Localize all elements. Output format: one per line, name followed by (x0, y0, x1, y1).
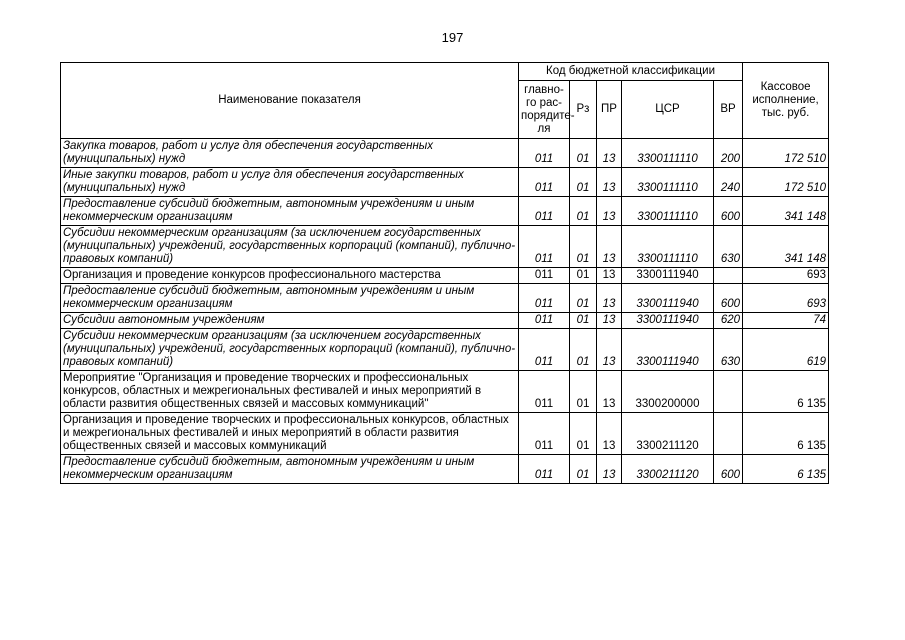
glav-cell: 011 (519, 313, 570, 329)
csr-cell: 3300111940 (622, 313, 714, 329)
glav-cell: 011 (519, 413, 570, 455)
pr-cell: 13 (597, 168, 622, 197)
csr-cell: 3300111940 (622, 284, 714, 313)
glav-cell: 011 (519, 268, 570, 284)
rz-cell: 01 (570, 139, 597, 168)
vr-cell: 630 (714, 329, 743, 371)
header-glav: главно-го рас-порядите-ля (519, 81, 570, 139)
table-row (61, 313, 829, 329)
table-row (61, 268, 829, 284)
rz-cell: 01 (570, 455, 597, 484)
rz-cell: 01 (570, 413, 597, 455)
table-row (61, 197, 829, 226)
name-cell: Субсидии некоммерческим организациям (за исключением государственных (муниципальных) учреждений, государственных корпораций (компаний), публично-правовых компаний) (61, 226, 519, 268)
csr-cell: 3300111110 (622, 139, 714, 168)
table-row (61, 329, 829, 371)
amount-cell: 172 510 (743, 139, 829, 168)
glav-cell: 011 (519, 139, 570, 168)
pr-cell: 13 (597, 329, 622, 371)
vr-cell (714, 413, 743, 455)
glav-cell: 011 (519, 329, 570, 371)
glav-cell: 011 (519, 371, 570, 413)
csr-cell: 3300200000 (622, 371, 714, 413)
pr-cell: 13 (597, 226, 622, 268)
vr-cell: 240 (714, 168, 743, 197)
amount-cell: 341 148 (743, 197, 829, 226)
table-row (61, 413, 829, 455)
page-number: 197 (441, 30, 464, 45)
rz-cell: 01 (570, 284, 597, 313)
table-row (61, 168, 829, 197)
vr-cell (714, 371, 743, 413)
name-cell: Мероприятие "Организация и проведение творческих и профессиональных конкурсов, областных и межрегиональных фестивалей и иных мероприятий в области развития общественных связей и массовых коммуникаций" (61, 371, 519, 413)
vr-cell (714, 268, 743, 284)
name-cell: Организация и проведение творческих и профессиональных конкурсов, областных и межрегиональных фестивалей и иных мероприятий в области развития общественных связей и массовых коммуникаций (61, 413, 519, 455)
header-group: Код бюджетной классификации (519, 63, 743, 81)
pr-cell: 13 (597, 284, 622, 313)
table-row (61, 284, 829, 313)
vr-cell: 620 (714, 313, 743, 329)
header-amount: Кассовое исполнение, тыс. руб. (743, 63, 829, 139)
amount-cell: 341 148 (743, 226, 829, 268)
csr-cell: 3300111110 (622, 168, 714, 197)
csr-cell: 3300111110 (622, 226, 714, 268)
glav-cell: 011 (519, 455, 570, 484)
amount-cell: 172 510 (743, 168, 829, 197)
rz-cell: 01 (570, 313, 597, 329)
amount-cell: 6 135 (743, 455, 829, 484)
name-cell: Субсидии автономным учреждениям (61, 313, 519, 329)
table-row (61, 139, 829, 168)
header-csr: ЦСР (622, 81, 714, 139)
name-cell: Закупка товаров, работ и услуг для обеспечения государственных (муниципальных) нужд (61, 139, 519, 168)
rz-cell: 01 (570, 329, 597, 371)
header-name: Наименование показателя (61, 63, 519, 139)
pr-cell: 13 (597, 139, 622, 168)
rz-cell: 01 (570, 197, 597, 226)
rz-cell: 01 (570, 226, 597, 268)
table-row (61, 226, 829, 268)
budget-table (60, 62, 829, 484)
amount-cell: 6 135 (743, 371, 829, 413)
vr-cell: 600 (714, 197, 743, 226)
header-pr: ПР (597, 81, 622, 139)
csr-cell: 3300111110 (622, 197, 714, 226)
amount-cell: 619 (743, 329, 829, 371)
amount-cell: 693 (743, 268, 829, 284)
table-row (61, 455, 829, 484)
amount-cell: 6 135 (743, 413, 829, 455)
name-cell: Предоставление субсидий бюджетным, автономным учреждениям и иным некоммерческим организациям (61, 284, 519, 313)
name-cell: Организация и проведение конкурсов профессионального мастерства (61, 268, 519, 284)
pr-cell: 13 (597, 197, 622, 226)
glav-cell: 011 (519, 197, 570, 226)
csr-cell: 3300111940 (622, 268, 714, 284)
pr-cell: 13 (597, 313, 622, 329)
rz-cell: 01 (570, 371, 597, 413)
csr-cell: 3300211120 (622, 413, 714, 455)
name-cell: Предоставление субсидий бюджетным, автономным учреждениям и иным некоммерческим организациям (61, 197, 519, 226)
header-vr: ВР (714, 81, 743, 139)
table-row (61, 371, 829, 413)
vr-cell: 600 (714, 284, 743, 313)
pr-cell: 13 (597, 371, 622, 413)
vr-cell: 630 (714, 226, 743, 268)
glav-cell: 011 (519, 284, 570, 313)
csr-cell: 3300111940 (622, 329, 714, 371)
pr-cell: 13 (597, 455, 622, 484)
amount-cell: 74 (743, 313, 829, 329)
rz-cell: 01 (570, 268, 597, 284)
vr-cell: 600 (714, 455, 743, 484)
glav-cell: 011 (519, 168, 570, 197)
name-cell: Иные закупки товаров, работ и услуг для обеспечения государственных (муниципальных) нужд (61, 168, 519, 197)
pr-cell: 13 (597, 413, 622, 455)
pr-cell: 13 (597, 268, 622, 284)
name-cell: Субсидии некоммерческим организациям (за исключением государственных (муниципальных) учреждений, государственных корпораций (компаний), публично-правовых компаний) (61, 329, 519, 371)
rz-cell: 01 (570, 168, 597, 197)
csr-cell: 3300211120 (622, 455, 714, 484)
amount-cell: 693 (743, 284, 829, 313)
name-cell: Предоставление субсидий бюджетным, автономным учреждениям и иным некоммерческим организациям (61, 455, 519, 484)
vr-cell: 200 (714, 139, 743, 168)
header-rz: Рз (570, 81, 597, 139)
glav-cell: 011 (519, 226, 570, 268)
